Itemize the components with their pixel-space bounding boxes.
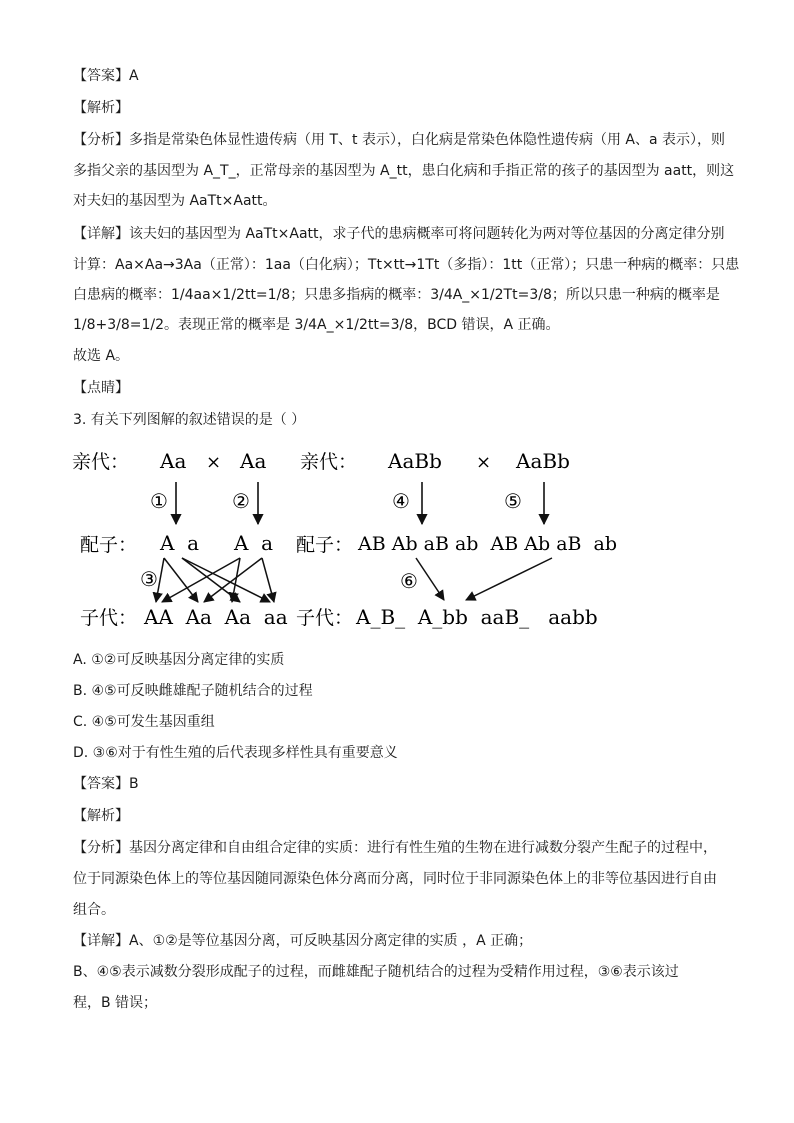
gamete-row-label-right: 配子：: [296, 534, 354, 556]
arrow-6-right: [466, 558, 552, 600]
option-c: C. ④⑤可发生基因重组: [73, 714, 215, 730]
left-gametes-1: A a: [160, 531, 200, 555]
step-number-6: ⑥: [400, 569, 418, 593]
answer-line-2: 【答案】B: [73, 776, 139, 792]
xiangjie-line: 白患病的概率：1/4aa×1/2tt=1/8；只患多指病的概率：3/4A_×1/2Tt=3/8；所以只患一种病的概率是: [73, 287, 720, 303]
xiangjie-line: 【详解】A、①②是等位基因分离，可反映基因分离定律的实质 ，A 正确；: [73, 933, 533, 949]
genetics-cross-diagram: [72, 446, 632, 642]
parent-row-label-right: 亲代：: [300, 451, 358, 473]
option-b: B. ④⑤可反映雌雄配子随机结合的过程: [73, 683, 313, 699]
left-parent-2: Aa: [240, 449, 267, 473]
xiangjie-line: 【详解】该夫妇的基因型为 AaTt×Aatt，求子代的患病概率可将问题转化为两对等位基因的分离定律分别: [73, 226, 725, 242]
dianjing-line: 【点睛】: [73, 380, 129, 396]
conclusion-line: 故选 A。: [73, 348, 130, 364]
right-parent-1: AaBb: [388, 449, 442, 473]
option-a: A. ①②可反映基因分离定律的实质: [73, 652, 285, 668]
xiangjie-line: B、④⑤表示减数分裂形成配子的过程，而雌雄配子随机结合的过程为受精作用过程，③⑥表示该过: [73, 964, 679, 980]
fertilization-arrows-left: [156, 558, 274, 602]
arrow-6-left: [416, 558, 444, 600]
step-number-1: ①: [150, 489, 168, 513]
left-parent-1: Aa: [160, 449, 187, 473]
step-number-5: ⑤: [504, 489, 522, 513]
left-cross-sign: ×: [206, 452, 222, 473]
option-d: D. ③⑥对于有性生殖的后代表现多样性具有重要意义: [73, 745, 398, 761]
fenxi-line: 【分析】基因分离定律和自由组合定律的实质：进行有性生殖的生物在进行减数分裂产生配子的过程中，: [73, 840, 717, 856]
fenxi-line: 位于同源染色体上的等位基因随同源染色体分离而分离，同时位于非同源染色体上的非等位基因进行自由: [73, 871, 717, 887]
xiangjie-line: 1/8+3/8=1/2。表现正常的概率是 3/4A_×1/2tt=3/8，BCD 错误，A 正确。: [73, 317, 560, 333]
right-offspring: A_B_ A_bb aaB_ aabb: [356, 605, 598, 629]
offspring-row-label-right: 子代：: [296, 607, 354, 629]
fenxi-line: 多指父亲的基因型为 A_T_，正常母亲的基因型为 A_tt，患白化病和手指正常的孩子的基因型为 aatt，则这: [73, 163, 735, 179]
gamete-row-label-left: 配子：: [80, 534, 138, 556]
question-stem: 3. 有关下列图解的叙述错误的是（ ）: [73, 412, 306, 428]
answer-line-1: 【答案】A: [73, 68, 139, 84]
offspring-row-label-left: 子代：: [80, 607, 138, 629]
left-offspring: AA Aa Aa aa: [144, 605, 288, 629]
step-number-4: ④: [392, 489, 410, 513]
right-cross-sign: ×: [476, 452, 492, 473]
xiangjie-line: 程，B 错误；: [73, 995, 158, 1011]
fenxi-line: 【分析】多指是常染色体显性遗传病（用 T、t 表示），白化病是常染色体隐性遗传病（用 A、a 表示），则: [73, 132, 725, 148]
analysis-title-2: 【解析】: [73, 808, 129, 824]
parent-row-label-left: 亲代：: [72, 451, 130, 473]
xiangjie-line: 计算：Aa×Aa→3Aa（正常）：1aa（白化病）；Tt×tt→1Tt（多指）：1tt（正常）；只患一种病的概率：只患: [73, 257, 740, 273]
step-number-3: ③: [140, 567, 158, 591]
left-gametes-2: A a: [234, 531, 274, 555]
fenxi-line: 对夫妇的基因型为 AaTt×Aatt。: [73, 193, 277, 209]
fenxi-line: 组合。: [73, 902, 115, 918]
analysis-title-1: 【解析】: [73, 100, 129, 116]
step-number-2: ②: [232, 489, 250, 513]
right-parent-2: AaBb: [516, 449, 570, 473]
right-gametes: AB Ab aB ab AB Ab aB ab: [358, 533, 618, 555]
